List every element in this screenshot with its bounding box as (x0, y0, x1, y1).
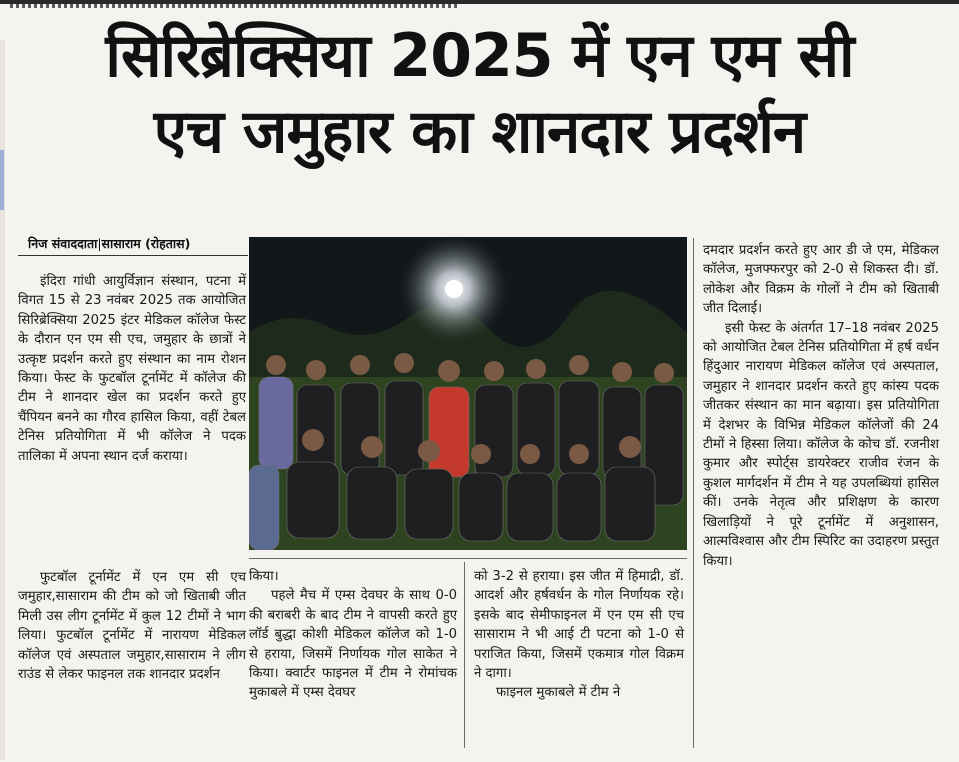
column-divider (693, 238, 694, 748)
page-top-border (0, 0, 959, 10)
paragraph: इंदिरा गांधी आयुर्विज्ञान संस्थान, पटना में विगत 15 से 23 नवंबर 2025 तक आयोजित सिरिब्रेक्सिया 2025 इंटर मेडिकल कॉलेज फेस्ट के दौरान एन एम सी एच, जमुहार के छात्रों ने उत्कृष्ट प्रदर्शन करते हुए संस्थान का नाम रोशन किया। फेस्ट के फुटबॉल टूर्नामेंट में कॉलेज की टीम ने शानदार खेल का प्रदर्शन करते हुए चैंपियन बनने का गौरव हासिल किया, वहीं टेबल टेनिस प्रतियोगिता में भी कॉलेज ने पदक तालिका में अपना स्थान दर्ज कराया। (18, 274, 246, 464)
photo-bottom-rule (249, 558, 687, 559)
column-divider (464, 562, 465, 748)
byline (28, 234, 248, 254)
paragraph: किया। (249, 569, 279, 584)
headline-line-1: सिरिब्रेक्सिया 2025 में एन एम सी (105, 21, 854, 91)
headline (0, 18, 959, 170)
article-column-1-top (18, 272, 246, 466)
paragraph: इसी फेस्ट के अंतर्गत 17–18 नवंबर 2025 को आयोजित टेबल टेनिस प्रतियोगिता में हर्ष वर्धन हिंदुआर नारायण मेडिकल कॉलेज एवं अस्पताल, जमुहार ने शानदार प्रदर्शन करते हुए कांस्य पदक जीतकर संस्थान का मान बढ़ाया। इस प्रतियोगिता में देशभर के विभिन्न मेडिकल कॉलेजों की 24 टीमों ने हिस्सा लिया। कॉलेज के कोच डॉ. रजनीश कुमार और स्पोर्ट्स डायरेक्टर राजीव रंजन के कुशल मार्गदर्शन में टीम ने यह उपलब्धियां हासिल कीं। उनके नेतृत्व और प्रशिक्षण के कारण खिलाड़ियों ने पूरे टूर्नामेंट में अनुशासन, आत्मविश्वास और टीम स्पिरिट का उदाहरण प्रस्तुत किया। (703, 320, 939, 569)
article-column-4 (703, 241, 939, 571)
football-team-photo (249, 237, 687, 550)
article-column-1-bottom (18, 568, 246, 684)
top-dot-pattern (10, 4, 460, 8)
byline-rule (18, 255, 248, 256)
article-column-3 (474, 567, 684, 703)
paragraph: को 3-2 से हराया। इस जीत में हिमाद्री, डॉ. आदर्श और हर्षवर्धन के गोल निर्णायक रहे। इसके बाद सेमीफाइनल में एन एम सी एच सासाराम ने भी आई टी पटना को 1-0 से पराजित किया, जिसमें एकमात्र गोल विक्रम ने दागा। (474, 569, 684, 682)
byline-separator: | (97, 236, 102, 251)
headline-line-2: एच जमुहार का शानदार प्रदर्शन (153, 97, 806, 167)
byline-location: सासाराम (रोहतास) (101, 236, 191, 251)
team-photo-illustration (249, 237, 687, 550)
paragraph: पहले मैच में एम्स देवघर के साथ 0-0 की बराबरी के बाद टीम ने वापसी करते हुए लॉर्ड बुद्धा कोशी मेडिकल कॉलेज को 1-0 से हराया, जिसमें निर्णायक गोल साकेत ने किया। क्वार्टर फाइनल में टीम ने रोमांचक मुकाबले में एम्स देवघर (249, 588, 457, 701)
paragraph: फाइनल मुकाबले में टीम ने (496, 685, 621, 701)
paragraph: दमदार प्रदर्शन करते हुए आर डी जे एम, मेडिकल कॉलेज, मुजफ्फरपुर को 2-0 से शिकस्त दी। डॉ. लोकेश और विक्रम के गोलों ने टीम को खिताबी जीत दिलाई। (703, 243, 939, 317)
article-column-2 (249, 567, 457, 703)
byline-reporter: निज संवाददाता (28, 236, 98, 251)
paragraph: फुटबॉल टूर्नामेंट में एन एम सी एच जमुहार,सासाराम की टीम को जो खिताबी जीत मिली उस लीग टूर्नामेंट में कुल 12 टीमों ने भाग लिया। फुटबॉल टूर्नामेंट में नारायण मेडिकल कॉलेज एवं अस्पताल जमुहार,सासाराम ने लीग राउंड से लेकर फाइनल तक शानदार प्रदर्शन (18, 570, 246, 683)
